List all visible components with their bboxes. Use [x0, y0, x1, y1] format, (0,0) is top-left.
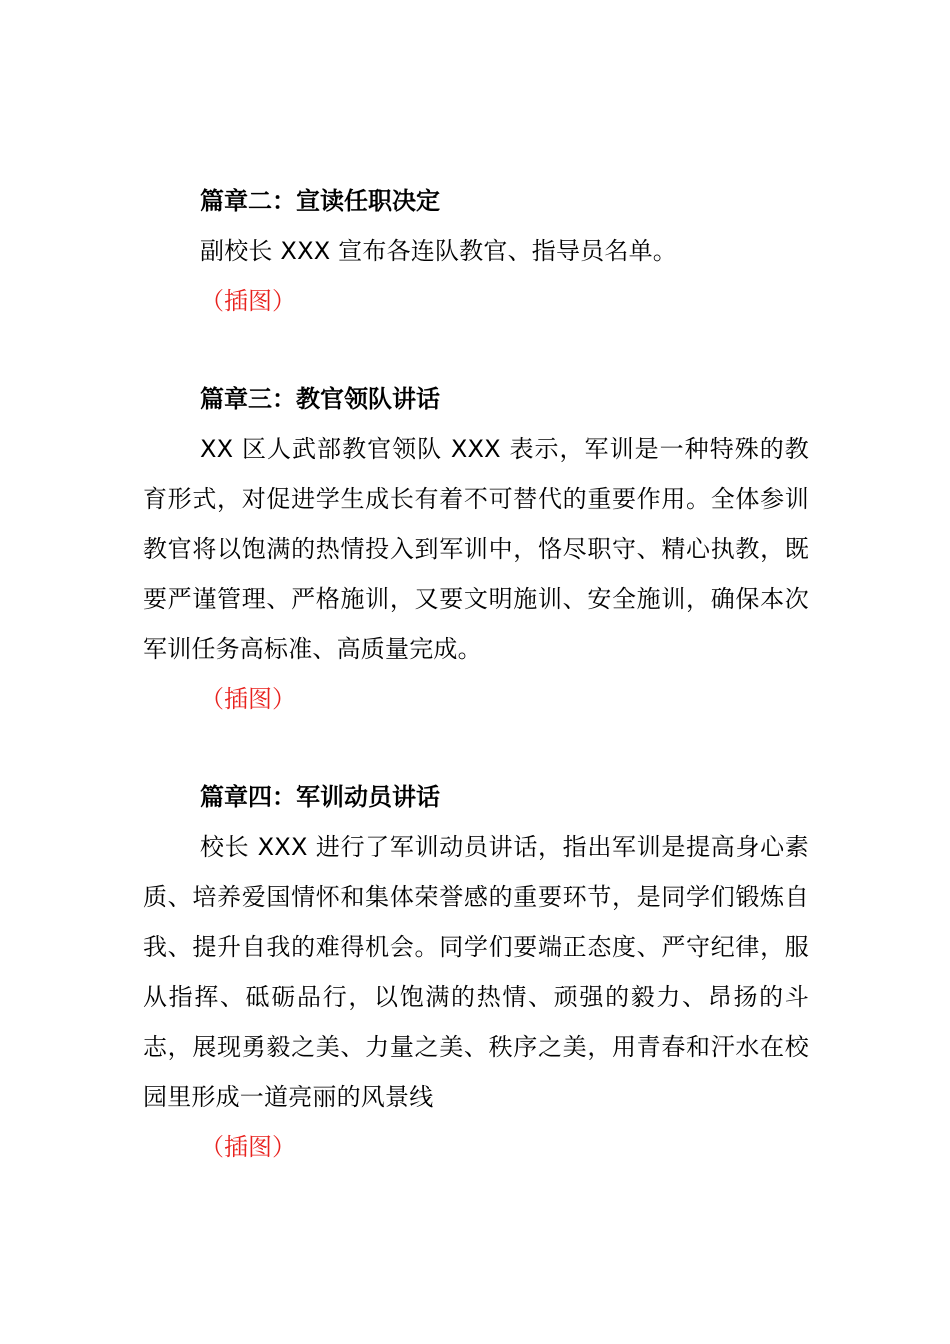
figure-placeholder-note: （插图） — [200, 1133, 296, 1161]
figure-placeholder-note: （插图） — [200, 685, 296, 713]
section-heading: 篇章四：军训动员讲话 — [200, 783, 440, 811]
section-paragraph: XX 区人武部教官领队 XXX 表示，军训是一种特殊的教育形式，对促进学生成长有着不可替代的重要作用。全体参训教官将以饱满的热情投入到军训中，恪尽职守、精心执教，既要严谨管理、严格施训，又要文明施训、安全施训，确保本次军训任务高标准、高质量完成。 — [143, 435, 809, 663]
section-paragraph: 副校长 XXX 宣布各连队教官、指导员名单。 — [200, 237, 677, 265]
section-heading: 篇章三：教官领队讲话 — [200, 385, 440, 413]
section-chapter-3 — [143, 374, 809, 724]
section-heading: 篇章二：宣读任职决定 — [200, 187, 440, 215]
section-chapter-2 — [143, 176, 809, 326]
section-paragraph: 校长 XXX 进行了军训动员讲话，指出军训是提高身心素质、培养爱国情怀和集体荣誉感的重要环节，是同学们锻炼自我、提升自我的难得机会。同学们要端正态度、严守纪律，服从指挥、砥砺品行，以饱满的热情、顽强的毅力、昂扬的斗志，展现勇毅之美、力量之美、秩序之美，用青春和汗水在校园里形成一道亮丽的风景线 — [143, 833, 809, 1111]
section-chapter-4 — [143, 772, 809, 1172]
figure-placeholder-note: （插图） — [200, 287, 296, 315]
